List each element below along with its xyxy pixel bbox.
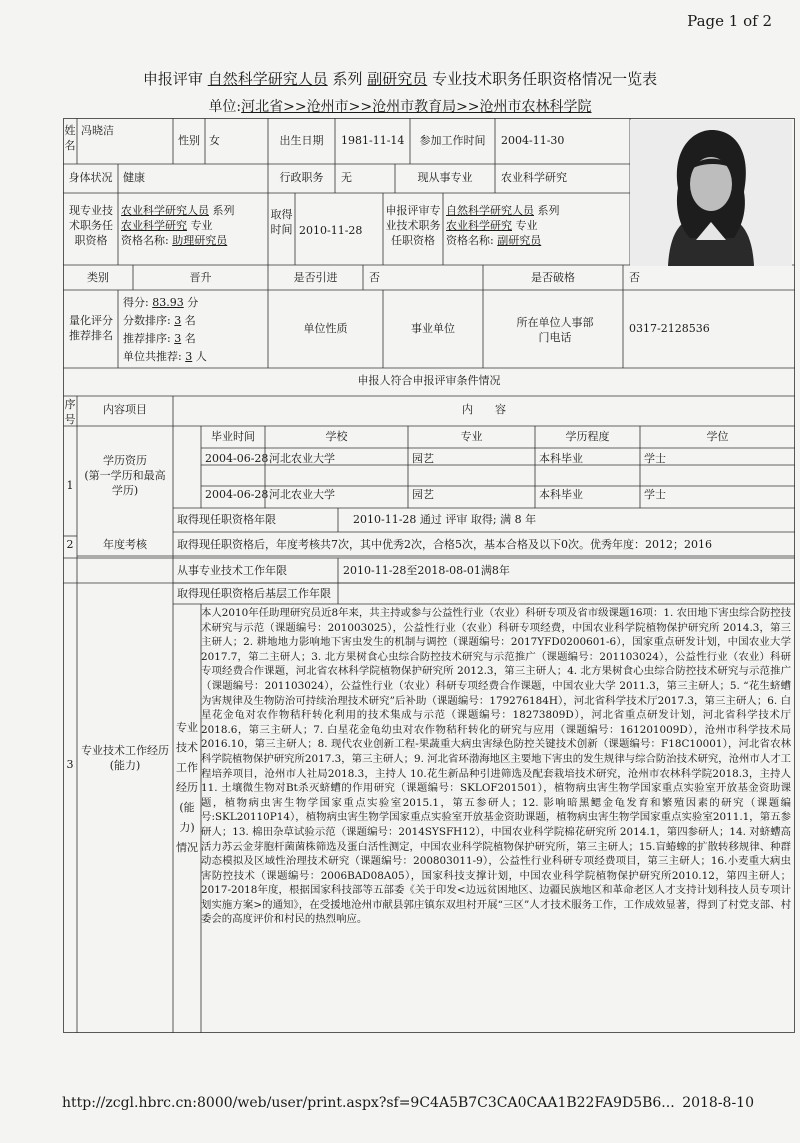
- apply-major: 农业科学研究: [446, 218, 512, 232]
- since-value: 2010-11-28 通过 评审 取得; 满 8 年: [353, 513, 537, 526]
- current-qual-major: 农业科学研究: [121, 218, 187, 232]
- edu-row2-date: 2004-06-28: [205, 488, 269, 501]
- name-value: 冯晓洁: [81, 124, 114, 137]
- work-label: 专业技术工作经历(能力): [81, 744, 169, 772]
- total-rec-value: 3: [185, 350, 193, 363]
- rec-rank-value: 3: [174, 332, 182, 345]
- edu-row1-degree: 学士: [644, 452, 666, 465]
- edu-row2-degree: 学士: [644, 488, 666, 501]
- apply-qual-name-label: 资格名称:: [446, 233, 494, 247]
- apply-major-word: 专业: [515, 218, 538, 232]
- phone-label: 所在单位人事部门电话: [516, 316, 594, 344]
- health-label: 身体状况: [68, 171, 113, 184]
- birth-value: 1981-11-14: [341, 134, 405, 147]
- work-start-value: 2004-11-30: [501, 134, 565, 147]
- content-header: 内 容: [462, 403, 506, 416]
- page-title: [0, 68, 800, 89]
- edu-row1-major: 园艺: [412, 452, 434, 465]
- title-suffix: 专业技术职务任职资格情况一览表: [432, 70, 658, 88]
- sub-rank-unit: 名: [184, 314, 196, 327]
- edu-label: [83, 454, 167, 499]
- category-label: 类别: [87, 271, 109, 284]
- obtain-date-value: 2010-11-28: [299, 224, 363, 237]
- since-label: 取得现任职资格年限: [177, 513, 276, 526]
- edu-label-main: 学历资历: [103, 454, 147, 467]
- edu-seq: 1: [66, 479, 74, 492]
- title-mid: 系列: [332, 70, 363, 88]
- unit-line: [0, 96, 800, 116]
- ranking-detail: [123, 294, 267, 366]
- score-value: 83.93: [152, 296, 184, 309]
- admin-value: 无: [341, 171, 352, 184]
- edu-header-degree-level: 学历程度: [565, 430, 610, 443]
- category-value: 晋升: [189, 271, 212, 284]
- edu-row2-level: 本科毕业: [539, 488, 583, 501]
- current-qual-label: 现专业技术职务任职资格: [69, 204, 113, 247]
- current-major-value: 农业科学研究: [501, 171, 567, 184]
- name-label: 姓名: [64, 124, 76, 152]
- form-sheet: [63, 118, 795, 1033]
- sub-rank-label: 分数排序:: [123, 314, 171, 327]
- apply-qual-detail: [446, 204, 628, 249]
- unit-nature-label: 单位性质: [303, 322, 348, 335]
- current-qual-name: 助理研究员: [172, 233, 228, 247]
- current-major-word: 专业: [190, 218, 213, 232]
- rec-rank-label: 推荐排序:: [123, 332, 171, 345]
- current-qual-detail: [121, 204, 267, 249]
- edu-header-major: 专业: [460, 430, 483, 443]
- ranking-label: 量化评分推荐排名: [69, 314, 113, 342]
- annual-seq: 2: [66, 538, 74, 551]
- current-qual-name-label: 资格名称:: [121, 233, 169, 247]
- conditions-title: 申报人符合申报评审条件情况: [357, 374, 501, 387]
- sub-rank-value: 3: [174, 314, 182, 327]
- current-major-label: 现从事专业: [417, 171, 473, 184]
- title-field: 自然科学研究人员: [207, 70, 328, 88]
- birth-label: 出生日期: [279, 134, 324, 147]
- gender-value: 女: [209, 134, 220, 147]
- current-series-word: 系列: [212, 204, 235, 217]
- footer-date: 2018-8-10: [682, 1095, 754, 1111]
- apply-series: 自然科学研究人员: [446, 204, 534, 217]
- item-header: 内容项目: [103, 403, 147, 416]
- phone-value: 0317-2128536: [629, 322, 710, 335]
- seq-header: 序号: [64, 398, 76, 426]
- edu-row2-school: 河北农业大学: [269, 488, 335, 501]
- gender-label: 性别: [178, 134, 200, 147]
- footer-url: http://zcgl.hbrc.cn:8000/web/user/print.aspx?sf=9C4A5B7C3CA0CAA1B22FA9D5B6...: [62, 1095, 675, 1111]
- years-value: 2010-11-28至2018-08-01满8年: [343, 564, 510, 577]
- score-label: 得分:: [123, 296, 149, 309]
- obtain-date-label: 取得时间: [270, 208, 293, 236]
- apply-qual-name: 副研究员: [497, 233, 542, 247]
- apply-series-word: 系列: [537, 204, 560, 217]
- exception-value: 否: [629, 271, 640, 284]
- admin-label: 行政职务: [279, 171, 324, 184]
- unit-value: 河北省>>沧州市>>沧州市教育局>>沧州市农林科学院: [241, 99, 592, 115]
- annual-label: 年度考核: [103, 538, 147, 551]
- edu-row2-major: 园艺: [412, 488, 434, 501]
- total-rec-label: 单位共推荐:: [123, 350, 182, 363]
- work-start-label: 参加工作时间: [419, 134, 486, 147]
- intro-label: 是否引进: [293, 271, 338, 284]
- work-seq: 3: [66, 758, 74, 771]
- intro-value: 否: [369, 271, 380, 284]
- title-level: 副研究员: [367, 70, 428, 88]
- edu-header-school: 学校: [325, 430, 348, 443]
- edu-row1-date: 2004-06-28: [205, 452, 269, 465]
- total-rec-unit: 人: [195, 350, 207, 363]
- unit-label: 单位:: [208, 99, 242, 115]
- health-value: 健康: [123, 171, 145, 184]
- edu-label-note: (第一学历和最高学历): [84, 468, 166, 497]
- unit-nature-value: 事业单位: [411, 322, 455, 335]
- edu-header-date: 毕业时间: [211, 430, 255, 443]
- work-inner-label: 专业技术工作经历(能力)情况: [176, 721, 198, 854]
- edu-row1-level: 本科毕业: [539, 452, 583, 465]
- years-label: 从事专业技术工作年限: [177, 564, 287, 577]
- work-detail: 本人2010年任助理研究员近8年来，共主持或参与公益性行业（农业）科研专项及省市级课题16项：1. 农田地下害虫综合防控技术研究与示范（课题编号：201003025），公益性行业（农业）科研专项经费，中国农业科学院植物保护研究所 2014.3，第三主研人；2. 耕地地力影响地下害虫发生的机制与调控（课题编号：2017YFD0200601-6），国家重点研发计划，中国农业大学2017.7，第二主研人；3. 北方果树食心虫综合防控技术研究与示范推广（课题编号：201103024），公益性行业（农业）科研专项经费合作课题，河北省农林科学院植物保护研究所 2012.3，第三主研人；4. 北方果树食心虫综合防控技术研究与示范推广（课题编号：201103024），公益性行业（农业）科研专项经费合作课题，中国农业大学 2011.3，第三主研人；5. “花生蛴螬为害规律及生物防治可持续治理技术研究”后补助（课题编号：179276184H），河北省科学技术厅2017.3，第三主研人；6. 白星花金龟对农作物秸秆转化利用的技术集成与示范（课题编号：18273809D），河北省重点研发计划，河北省科学技术厅2018.6，第三主研人；7. 白星花金龟幼虫对农作物秸秆转化的研究与应用（课题编号：161201009D），沧州市科学技术局2016.10，第三主研人；8. 现代农业创新工程-果蔬重大病虫害绿色防控关键技术创新（课题编号：F18C10001），河北省农林科学院植物保护研究所2017.3，第三主研人；9. 河北省环渤海地区主要地下害虫的发生规律与综合防治技术研究，沧州市人才工程培养项目，沧州市人社局2018.3，主持人 10.花生新品种引进筛选及配套栽培技术研究，沧州市农林科学院2018.3，主持人 11. 土壤微生物对Bt杀灭蛴螬的作用研究（课题编号：SKLOF201501），植物病虫害生物学国家重点实验室开放基金资助课题，植物病虫害生物学国家重点实验室2015.1，第五参研人；12. 影响暗黑鳃金龟发育和繁殖因素的研究（课题编号:SKL20110P14），植物病虫害生物学国家重点实验室开放基金资助课题，植物病虫害生物学国家重点实验室2011.1，第五参研人；13. 棉田杂草试验示范（课题编号：2014SYSFH12），中国农业科学院棉花研究所 2014.1，第四参研人；14. 对蛴螬高活力苏云金芽胞杆菌菌株筛选及蛋白活性测定，中国农业科学院植物保护研究所，第三主研人；15.盲蝽蟓的扩散转移规律、种群动态模拟及区域性治理技术研究（课题编号：200803011-9），公益性行业科研专项经费项目，第三主研人；16.小麦重大病虫害防控技术（课题编号：2006BAD08A05），国家科技支撑计划，中国农业科学院植物保护研究所2010.12，第四主研人；2017-2018年度，根据国家科技部等五部委《关于印发<边远贫困地区、边疆民族地区和革命老区人才支持计划科技人员专项计划实施方案>的通知》，在受援地沧州市献县郭庄镇东双坦村开展“三区”人才技术服务工作，工作成效显著，得到了村党支部、村委会的高度评价和村民的热烈响应。: [201, 607, 791, 926]
- current-series: 农业科学研究人员: [121, 204, 209, 217]
- edu-header-degree: 学位: [706, 430, 729, 443]
- exception-label: 是否破格: [531, 271, 575, 284]
- apply-qual-label: 申报评审专业技术职务任职资格: [385, 204, 441, 247]
- edu-row1-school: 河北农业大学: [269, 452, 335, 465]
- annual-value: 取得现任职资格后，年度考核共7次，其中优秀2次，合格5次，基本合格及以下0次。优秀年度：2012；2016: [177, 538, 712, 551]
- rec-rank-unit: 名: [184, 332, 196, 345]
- score-unit: 分: [187, 296, 199, 309]
- applicant-photo: [630, 120, 792, 266]
- grassroots-label: 取得现任职资格后基层工作年限: [177, 587, 331, 600]
- title-prefix: 申报评审: [142, 70, 203, 88]
- page-number: Page 1 of 2: [687, 12, 772, 30]
